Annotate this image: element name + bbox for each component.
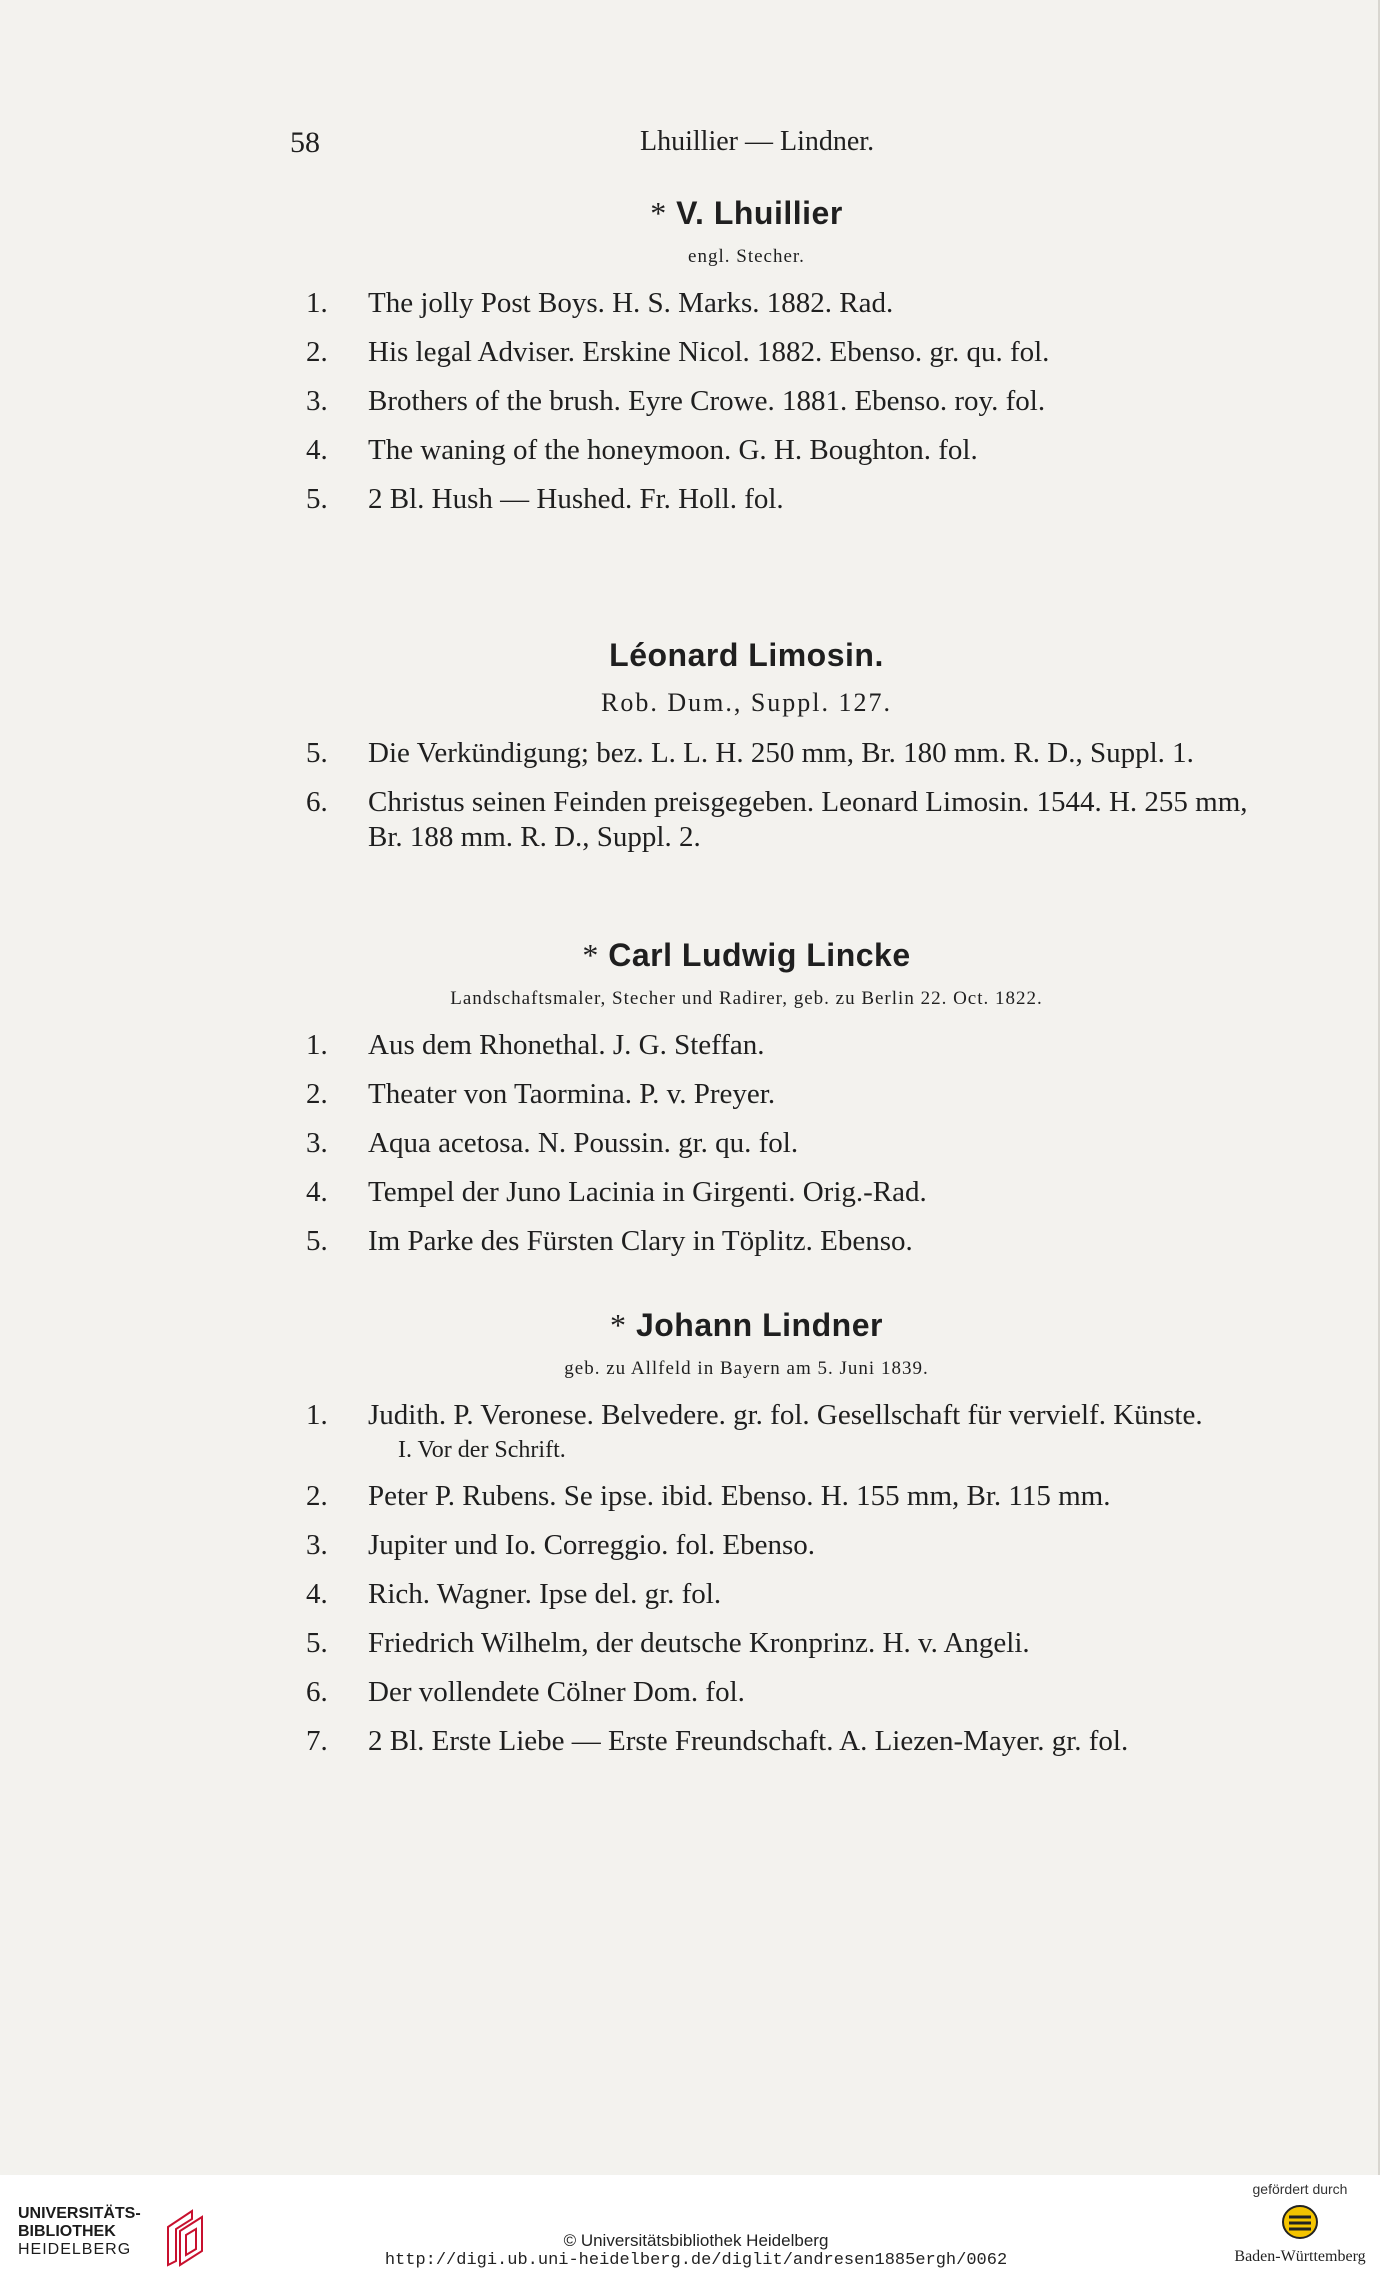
section-heading (115, 1307, 1378, 1344)
list-item (0, 1077, 1378, 1112)
artist-description: Rob. Dum., Suppl. 127. (600, 688, 893, 717)
entry-number: 5. (306, 483, 328, 515)
list-item (0, 1224, 1378, 1259)
list-item (0, 1675, 1378, 1710)
list-item (0, 1126, 1378, 1161)
entry-list (0, 1398, 1378, 1759)
entry-number: 3. (306, 1127, 328, 1159)
list-item (0, 286, 1378, 321)
list-item (0, 1724, 1378, 1759)
entry-number: 2. (306, 336, 328, 368)
entry-note: I. Vor der Schrift. (398, 1437, 566, 1463)
entry-number: 4. (306, 1578, 328, 1610)
entry-text: Theater von Taormina. P. v. Preyer. (368, 1078, 776, 1110)
entry-text: His legal Adviser. Erskine Nicol. 1882. Ebenso. gr. qu. fol. (368, 336, 1050, 368)
section-heading (115, 637, 1378, 674)
permalink[interactable]: http://digi.ub.uni-heidelberg.de/diglit/andresen1885ergh/0062 (384, 2251, 1008, 2270)
entry-list (0, 736, 1378, 855)
list-item (0, 1175, 1378, 1210)
sponsor-region: Baden-Württemberg (1234, 2248, 1366, 2265)
library-name-line3: HEIDELBERG (18, 2241, 132, 2258)
entry-number: 2. (306, 1480, 328, 1512)
list-item (0, 482, 1378, 517)
entry-text: Die Verkündigung; bez. L. L. H. 250 mm, Br. 180 mm. R. D., Suppl. 1. (368, 737, 1194, 769)
artist-name: Léonard Limosin. (609, 637, 884, 673)
entry-text: Im Parke des Fürsten Clary in Töplitz. Ebenso. (368, 1225, 913, 1257)
section-lhuillier (0, 195, 1378, 531)
entry-text: Friedrich Wilhelm, der deutsche Kronprinz. H. v. Angeli. (368, 1627, 1030, 1659)
artist-description: Landschaftsmaler, Stecher und Radirer, geb. zu Berlin 22. Oct. 1822. (450, 988, 1043, 1009)
sponsor-label: gefördert durch (1252, 2181, 1348, 2197)
entry-number: 3. (306, 385, 328, 417)
entry-number: 6. (306, 1676, 328, 1708)
entry-number: 6. (306, 786, 328, 818)
entry-list (0, 1028, 1378, 1259)
section-lincke (0, 937, 1378, 1273)
entry-text: Aqua acetosa. N. Poussin. gr. qu. fol. (368, 1127, 799, 1159)
entry-text: Jupiter und Io. Correggio. fol. Ebenso. (368, 1529, 816, 1561)
page-number: 58 (290, 126, 320, 159)
artist-name: Carl Ludwig Lincke (608, 937, 911, 973)
entry-text: Aus dem Rhonethal. J. G. Steffan. (368, 1029, 765, 1061)
entry-number: 4. (306, 434, 328, 466)
list-item (0, 335, 1378, 370)
entry-number: 5. (306, 1225, 328, 1257)
entry-number: 1. (306, 1399, 328, 1431)
asterisk-mark: * (582, 937, 599, 973)
section-heading (115, 937, 1378, 974)
library-name-line2: BIBLIOTHEK (18, 2223, 116, 2240)
running-title: Lhuillier — Lindner. (640, 126, 875, 157)
entry-list (0, 286, 1378, 517)
list-item (0, 1528, 1378, 1563)
section-limosin (0, 637, 1378, 869)
entry-text: Tempel der Juno Lacinia in Girgenti. Orig.-Rad. (368, 1176, 927, 1208)
artist-description: engl. Stecher. (688, 246, 805, 267)
entry-text: Peter P. Rubens. Se ipse. ibid. Ebenso. H. 155 mm, Br. 115 mm. (368, 1480, 1111, 1512)
list-item (0, 785, 1378, 855)
entry-text: The jolly Post Boys. H. S. Marks. 1882. Rad. (368, 287, 894, 319)
entry-number: 5. (306, 737, 328, 769)
footer (0, 2175, 1392, 2277)
list-item (0, 1479, 1378, 1514)
entry-number: 1. (306, 1029, 328, 1061)
asterisk-mark: * (610, 1307, 627, 1343)
artist-description: geb. zu Allfeld in Bayern am 5. Juni 1839. (564, 1358, 929, 1379)
list-item (0, 1626, 1378, 1661)
artist-name: V. Lhuillier (676, 195, 843, 231)
entry-text: Brothers of the brush. Eyre Crowe. 1881. Ebenso. roy. fol. (368, 385, 1046, 417)
artist-name: Johann Lindner (635, 1307, 883, 1343)
entry-number: 1. (306, 287, 328, 319)
running-head (0, 126, 1378, 166)
entry-text: Der vollendete Cölner Dom. fol. (368, 1676, 745, 1708)
list-item (0, 384, 1378, 419)
entry-text: 2 Bl. Hush — Hushed. Fr. Holl. fol. (368, 483, 784, 515)
copyright-notice: © Universitätsbibliothek Heidelberg (563, 2231, 829, 2250)
list-item (0, 433, 1378, 468)
sponsor-block (1220, 2181, 1380, 2275)
list-item (0, 1028, 1378, 1063)
entry-text: Judith. P. Veronese. Belvedere. gr. fol. Gesellschaft für vervielf. Künste. (368, 1399, 1203, 1431)
list-item (0, 1398, 1378, 1465)
list-item (0, 1577, 1378, 1612)
entry-text: 2 Bl. Erste Liebe — Erste Freundschaft. A. Liezen-Mayer. gr. fol. (368, 1725, 1129, 1757)
coat-of-arms-icon (1281, 2203, 1319, 2241)
section-lindner (0, 1307, 1378, 1773)
section-heading (115, 195, 1378, 232)
entry-number: 2. (306, 1078, 328, 1110)
entry-number: 4. (306, 1176, 328, 1208)
entry-number: 7. (306, 1725, 328, 1757)
entry-text: Rich. Wagner. Ipse del. gr. fol. (368, 1578, 722, 1610)
list-item (0, 736, 1378, 771)
entry-number: 5. (306, 1627, 328, 1659)
library-name-line1: UNIVERSITÄTS- (18, 2205, 141, 2222)
asterisk-mark: * (650, 195, 667, 231)
entry-number: 3. (306, 1529, 328, 1561)
entry-text: The waning of the honeymoon. G. H. Boughton. fol. (368, 434, 978, 466)
entry-text: Christus seinen Feinden preisgegeben. Leonard Limosin. 1544. H. 255 mm, Br. 188 mm. R. D., Suppl. 2. (368, 786, 1248, 853)
